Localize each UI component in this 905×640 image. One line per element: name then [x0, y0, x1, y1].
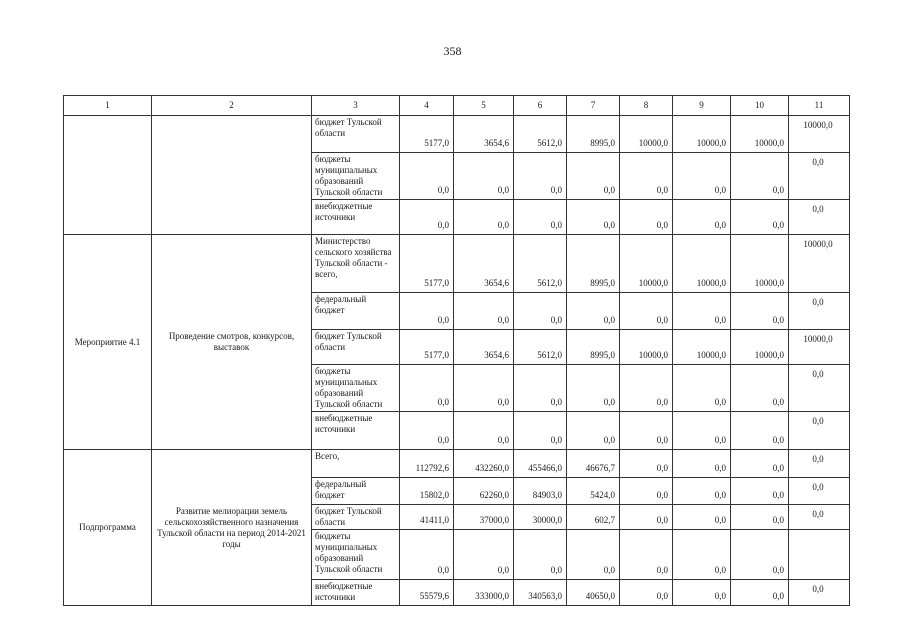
value-cell: 0,0	[620, 200, 673, 235]
value-cell: 0,0	[400, 530, 454, 580]
col-header: 9	[673, 96, 731, 116]
col-header: 1	[64, 96, 152, 116]
value-cell: 0,0	[400, 412, 454, 450]
value-cell: 0,0	[514, 365, 567, 412]
budget-table	[63, 95, 850, 606]
value-cell: 0,0	[620, 450, 673, 478]
item-description-cell: Развитие мелиорации земель сельскохозяйственного назначения Тульской области на период 2014-2021 годы	[152, 450, 312, 606]
table-row	[64, 235, 850, 293]
value-cell: 10000,0	[673, 235, 731, 293]
value-cell: 0,0	[620, 478, 673, 505]
value-cell: 0,0	[514, 412, 567, 450]
value-cell: 3654,6	[454, 235, 514, 293]
value-cell: 62260,0	[454, 478, 514, 505]
value-cell: 0,0	[673, 293, 731, 330]
value-cell: 10000,0	[620, 116, 673, 153]
value-cell: 30000,0	[514, 505, 567, 530]
value-cell: 0,0	[789, 412, 850, 450]
value-cell: 0,0	[731, 478, 789, 505]
funding-source-cell: федеральный бюджет	[312, 478, 400, 505]
value-cell: 0,0	[789, 580, 850, 606]
value-cell: 84903,0	[514, 478, 567, 505]
value-cell: 0,0	[620, 153, 673, 200]
funding-source-cell: внебюджетные источники	[312, 412, 400, 450]
value-cell: 0,0	[673, 412, 731, 450]
value-cell: 0,0	[731, 153, 789, 200]
value-cell: 55579,6	[400, 580, 454, 606]
value-cell: 0,0	[789, 153, 850, 200]
funding-source-cell: Министерство сельского хозяйства Тульской области - всего,	[312, 235, 400, 293]
value-cell: 10000,0	[789, 116, 850, 153]
value-cell: 0,0	[567, 365, 620, 412]
value-cell: 0,0	[567, 412, 620, 450]
value-cell: 10000,0	[620, 235, 673, 293]
value-cell: 112792,6	[400, 450, 454, 478]
value-cell: 5612,0	[514, 235, 567, 293]
value-cell: 8995,0	[567, 330, 620, 365]
value-cell: 0,0	[673, 530, 731, 580]
value-cell: 0,0	[454, 200, 514, 235]
value-cell: 0,0	[789, 505, 850, 530]
value-cell: 0,0	[731, 450, 789, 478]
value-cell: 0,0	[673, 505, 731, 530]
value-cell: 0,0	[789, 365, 850, 412]
value-cell: 10000,0	[789, 235, 850, 293]
funding-source-cell: бюджет Тульской области	[312, 505, 400, 530]
value-cell: 10000,0	[731, 330, 789, 365]
funding-source-cell: внебюджетные источники	[312, 580, 400, 606]
funding-source-cell: бюджет Тульской области	[312, 116, 400, 153]
value-cell: 0,0	[454, 412, 514, 450]
funding-source-cell: Всего,	[312, 450, 400, 478]
value-cell: 0,0	[620, 580, 673, 606]
item-name-cell: Мероприятие 4.1	[64, 235, 152, 450]
value-cell: 40650,0	[567, 580, 620, 606]
value-cell: 0,0	[620, 412, 673, 450]
col-header: 8	[620, 96, 673, 116]
value-cell: 0,0	[400, 293, 454, 330]
value-cell: 5177,0	[400, 235, 454, 293]
value-cell: 0,0	[454, 530, 514, 580]
funding-source-cell: бюджеты муниципальных образований Тульской области	[312, 365, 400, 412]
col-header: 7	[567, 96, 620, 116]
value-cell: 333000,0	[454, 580, 514, 606]
value-cell: 0,0	[789, 450, 850, 478]
value-cell: 0,0	[514, 293, 567, 330]
value-cell: 432260,0	[454, 450, 514, 478]
value-cell: 0,0	[731, 200, 789, 235]
funding-source-cell: внебюджетные источники	[312, 200, 400, 235]
col-header: 6	[514, 96, 567, 116]
item-description-cell: Проведение смотров, конкурсов, выставок	[152, 235, 312, 450]
funding-source-cell: бюджеты муниципальных образований Тульской области	[312, 153, 400, 200]
value-cell: 0,0	[673, 450, 731, 478]
value-cell: 3654,6	[454, 116, 514, 153]
value-cell: 5612,0	[514, 330, 567, 365]
value-cell: 340563,0	[514, 580, 567, 606]
value-cell: 5424,0	[567, 478, 620, 505]
value-cell: 3654,6	[454, 330, 514, 365]
value-cell: 0,0	[400, 153, 454, 200]
funding-source-cell: бюджет Тульской области	[312, 330, 400, 365]
value-cell: 10000,0	[731, 116, 789, 153]
funding-source-cell: бюджеты муниципальных образований Тульской области	[312, 530, 400, 580]
table-row	[64, 450, 850, 478]
value-cell: 8995,0	[567, 235, 620, 293]
value-cell: 5612,0	[514, 116, 567, 153]
col-header: 11	[789, 96, 850, 116]
value-cell: 0,0	[789, 478, 850, 505]
value-cell	[789, 530, 850, 580]
value-cell: 0,0	[789, 200, 850, 235]
header-row	[64, 96, 850, 116]
value-cell: 0,0	[620, 293, 673, 330]
value-cell: 0,0	[620, 365, 673, 412]
value-cell: 0,0	[454, 293, 514, 330]
value-cell: 602,7	[567, 505, 620, 530]
item-name-cell	[64, 116, 152, 235]
value-cell: 10000,0	[789, 330, 850, 365]
col-header: 5	[454, 96, 514, 116]
value-cell: 0,0	[673, 580, 731, 606]
value-cell: 0,0	[673, 478, 731, 505]
value-cell: 0,0	[620, 530, 673, 580]
value-cell: 0,0	[567, 530, 620, 580]
value-cell: 0,0	[514, 200, 567, 235]
value-cell: 8995,0	[567, 116, 620, 153]
value-cell: 10000,0	[620, 330, 673, 365]
col-header: 10	[731, 96, 789, 116]
col-header: 2	[152, 96, 312, 116]
value-cell: 0,0	[620, 505, 673, 530]
value-cell: 0,0	[731, 530, 789, 580]
value-cell: 0,0	[567, 293, 620, 330]
item-description-cell	[152, 116, 312, 235]
value-cell: 0,0	[731, 580, 789, 606]
value-cell: 0,0	[400, 200, 454, 235]
value-cell: 5177,0	[400, 330, 454, 365]
value-cell: 5177,0	[400, 116, 454, 153]
value-cell: 15802,0	[400, 478, 454, 505]
value-cell: 0,0	[514, 530, 567, 580]
table-row	[64, 116, 850, 153]
value-cell: 0,0	[731, 412, 789, 450]
value-cell: 0,0	[673, 200, 731, 235]
value-cell: 0,0	[789, 293, 850, 330]
page-number: 358	[443, 44, 462, 58]
funding-source-cell: федеральный бюджет	[312, 293, 400, 330]
col-header: 3	[312, 96, 400, 116]
item-name-cell: Подпрограмма	[64, 450, 152, 606]
value-cell: 0,0	[400, 365, 454, 412]
value-cell: 0,0	[567, 153, 620, 200]
value-cell: 0,0	[454, 365, 514, 412]
value-cell: 10000,0	[731, 235, 789, 293]
value-cell: 10000,0	[673, 330, 731, 365]
value-cell: 0,0	[514, 153, 567, 200]
value-cell: 37000,0	[454, 505, 514, 530]
value-cell: 455466,0	[514, 450, 567, 478]
value-cell: 0,0	[731, 293, 789, 330]
col-header: 4	[400, 96, 454, 116]
value-cell: 0,0	[673, 365, 731, 412]
value-cell: 0,0	[454, 153, 514, 200]
value-cell: 0,0	[673, 153, 731, 200]
value-cell: 10000,0	[673, 116, 731, 153]
value-cell: 41411,0	[400, 505, 454, 530]
value-cell: 0,0	[731, 365, 789, 412]
value-cell: 0,0	[567, 200, 620, 235]
value-cell: 0,0	[731, 505, 789, 530]
value-cell: 46676,7	[567, 450, 620, 478]
